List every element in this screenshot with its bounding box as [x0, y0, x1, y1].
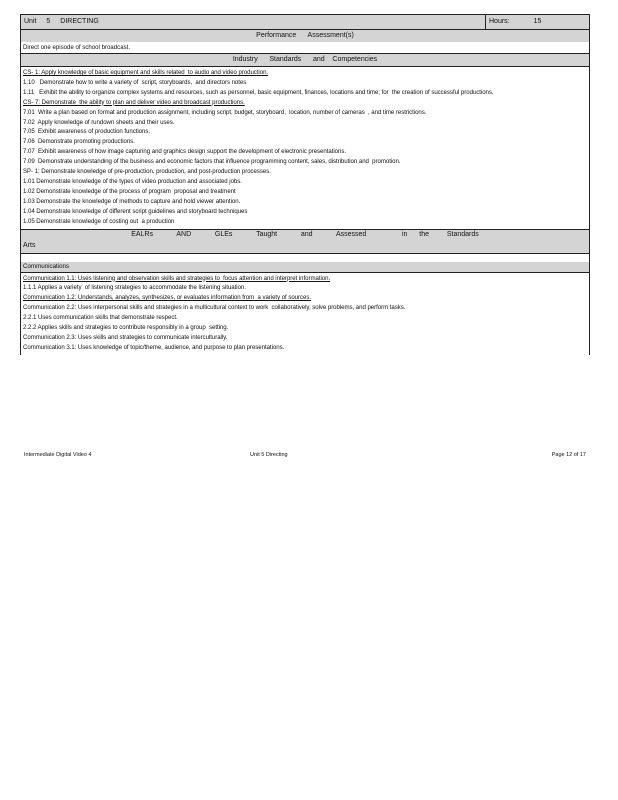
list-item: 7.09 Demonstrate understanding of the business and economic factors that influence programming content, sales, distribution and promotion.	[23, 158, 401, 166]
list-item: 1.11 Exhibit the ability to organize complex systems and resources, such as personnel, basic equipment, finances, locations and time; for the creation of successful productions.	[23, 88, 494, 96]
footer-center: Unit 5 Directing	[250, 452, 288, 458]
industry-title: Industry Standards and Competencies	[21, 53, 589, 67]
hours-value: 15	[533, 18, 542, 25]
list-item: 1.10 Demonstrate how to write a variety of script, storyboards, and directors notes	[23, 78, 247, 86]
list-item: CS- 7: Demonstrate the ability to plan and deliver video and broadcast productions.	[23, 98, 245, 106]
footer-left: Intermediate Digital Video 4	[24, 452, 92, 458]
footer-page-number: Page 12 of 17	[551, 452, 586, 458]
unit-name: DIRECTING	[60, 18, 99, 25]
list-item: Communication 1.1: Uses listening and observation skills and strategies to focus attention and interpret information.	[23, 274, 331, 282]
communications-label: Communications	[21, 262, 589, 273]
list-item: 7.07 Exhibit awareness of how image capturing and graphics design support the development of electronic presentations.	[23, 148, 346, 156]
communications-list	[21, 273, 589, 355]
list-item: Communication 2.2: Uses interpersonal skills and strategies in a multicultural context to work collaboratively, solve problems, and perform tasks.	[23, 304, 406, 312]
hours-cell	[485, 15, 589, 29]
list-item: 1.1.1 Applies a variety of listening strategies to accommodate the listening situation.	[23, 284, 246, 292]
ealrs-title: EALRs AND GLEs Taught and Assessed in the Standards	[131, 230, 479, 238]
unit-cell	[21, 15, 485, 29]
assessment-text: Direct one episode of school broadcast.	[23, 44, 131, 51]
list-item: 1.05 Demonstrate knowledge of costing out a production	[23, 217, 175, 225]
hours-label: Hours:	[489, 18, 510, 25]
list-item: 1.01 Demonstrate knowledge of the types of video production and associated jobs.	[23, 177, 242, 185]
form-table	[20, 14, 590, 355]
list-item: 1.02 Demonstrate knowledge of the process of program proposal and treatment	[23, 187, 236, 195]
ealrs-header	[21, 229, 589, 254]
list-item: 2.2.2 Applies skills and strategies to contribute responsibly in a group setting.	[23, 324, 229, 332]
list-item: SP- 1: Demonstrate knowledge of pre-production, production, and post-production processes.	[23, 168, 271, 176]
spacer	[21, 254, 589, 262]
arts-label: Arts	[23, 241, 36, 249]
unit-header-row	[21, 14, 589, 30]
unit-label: Unit	[24, 18, 37, 25]
list-item: 1.04 Demonstrate knowledge of different script guidelines and storyboard techniques	[23, 207, 248, 215]
list-item: 7.01 Write a plan based on format and production assignment, including script, budget, storyboard, location, number of cameras , and time restrictions.	[23, 108, 427, 116]
list-item: 1.03 Demonstrate the knowledge of methods to capture and hold viewer attention.	[23, 197, 241, 205]
list-item: 7.02 Apply knowledge of rundown sheets and their uses.	[23, 118, 175, 126]
list-item: Communication 3.1: Uses knowledge of topic/theme, audience, and purpose to plan presentations.	[23, 343, 285, 351]
list-item: 7.05 Exhibit awareness of production functions.	[23, 128, 151, 136]
page	[20, 14, 590, 355]
list-item: CS- 1: Apply knowledge of basic equipment and skills related to audio and video production.	[23, 69, 269, 76]
unit-number: 5	[46, 18, 51, 25]
performance-title: Performance Assessment(s)	[21, 30, 589, 42]
list-item: 7.06 Demonstrate promoting productions.	[23, 138, 135, 146]
list-item: Communication 1.2: Understands, analyzes, synthesizes, or evaluates information from a variety of sources.	[23, 294, 311, 302]
list-item: 2.2.1 Uses communication skills that demonstrate respect.	[23, 314, 178, 322]
list-item: Communication 2.3: Uses skills and strategies to communicate interculturally.	[23, 333, 228, 341]
standards-list	[21, 67, 589, 229]
